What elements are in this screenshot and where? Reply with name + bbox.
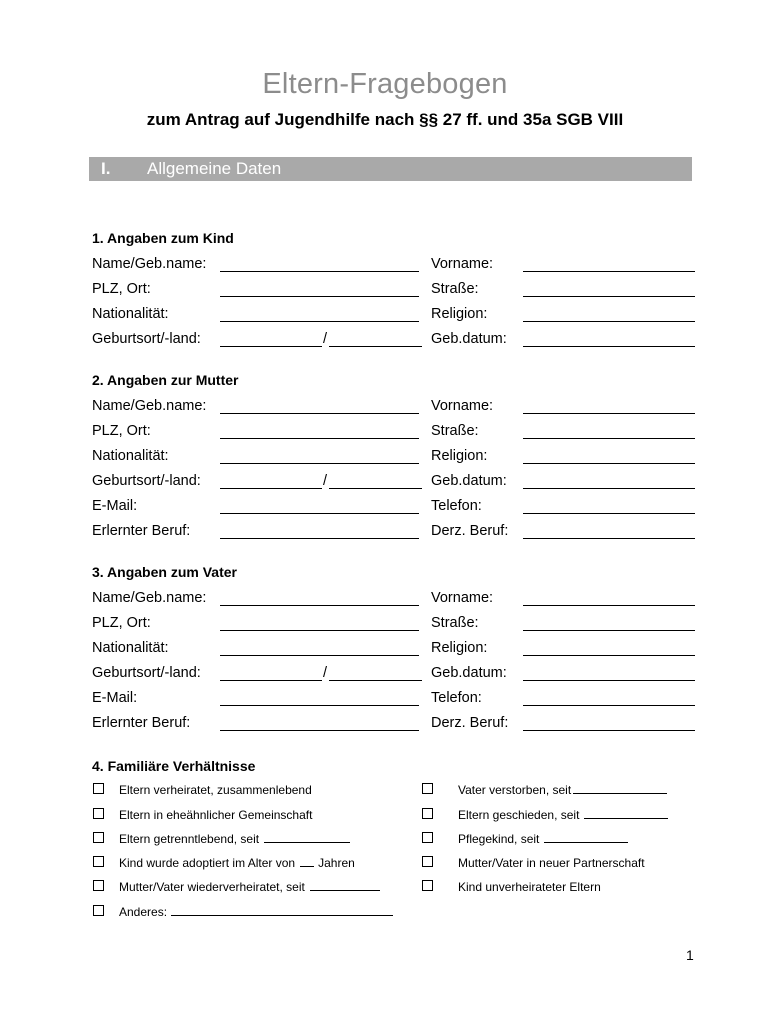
pflegekind-text: Pflegekind, seit [458,832,540,846]
vater-nat-label: Nationalität: [92,640,169,656]
checkbox-unverheiratet[interactable] [422,880,433,891]
mutter-religion-field[interactable] [523,463,695,464]
vater-geburtsort-field[interactable] [220,680,322,681]
adoptiert-text: Kind wurde adoptiert im Alter von [119,856,296,870]
vater-heading: 3. Angaben zum Vater [92,564,237,580]
mutter-geburtsland-field[interactable] [329,488,422,489]
anderes-field[interactable] [171,914,393,916]
section-header [89,157,692,181]
kind-name-field[interactable] [220,271,419,272]
kind-gebdatum-field[interactable] [523,346,695,347]
document-subtitle: zum Antrag auf Jugendhilfe nach §§ 27 ff. und 35a SGB VIII [146,110,624,129]
vater-name-field[interactable] [220,605,419,606]
mutter-geburtsort-label: Geburtsort/-land: [92,473,201,489]
mutter-derz-field[interactable] [523,538,695,539]
geschieden-field[interactable] [584,817,668,819]
vater-gebdatum-field[interactable] [523,680,695,681]
kind-plz-label: PLZ, Ort: [92,281,151,297]
adoptiert-alter-field[interactable] [300,865,314,867]
vater-geburtsort-slash: / [323,665,328,681]
geschieden-label [458,808,668,822]
section-label: Allgemeine Daten [147,159,282,178]
familie-heading: 4. Familiäre Verhältnisse [92,758,256,774]
vater-plz-field[interactable] [220,630,419,631]
vater-verstorben-text: Vater verstorben, seit [458,783,572,797]
vater-strasse-field[interactable] [523,630,695,631]
mutter-telefon-label: Telefon: [431,498,482,514]
kind-geburtsland-field[interactable] [329,346,422,347]
checkbox-neue-partnerschaft[interactable] [422,856,433,867]
getrenntlebend-field[interactable] [264,841,350,843]
vater-geburtsland-field[interactable] [329,680,422,681]
vater-gebdatum-label: Geb.datum: [431,665,507,681]
adoptiert-label [119,856,355,870]
mutter-nat-label: Nationalität: [92,448,169,464]
mutter-email-label: E-Mail: [92,498,138,514]
kind-heading: 1. Angaben zum Kind [92,230,234,246]
vater-telefon-field[interactable] [523,705,695,706]
vater-verstorben-label [458,783,667,797]
eheaehnlich-label: Eltern in eheähnlicher Gemeinschaft [119,808,313,822]
vater-derz-label: Derz. Beruf: [431,715,509,731]
kind-strasse-label: Straße: [431,281,479,297]
checkbox-wiederverheiratet[interactable] [93,880,104,891]
vater-name-label: Name/Geb.name: [92,590,207,606]
mutter-beruf-label: Erlernter Beruf: [92,523,191,539]
kind-strasse-field[interactable] [523,296,695,297]
kind-religion-field[interactable] [523,321,695,322]
adoptiert-jahren-text: Jahren [318,856,355,870]
anderes-label [119,905,393,919]
kind-religion-label: Religion: [431,306,488,322]
mutter-beruf-field[interactable] [220,538,419,539]
pflegekind-field[interactable] [544,841,628,843]
vater-religion-field[interactable] [523,655,695,656]
vater-nat-field[interactable] [220,655,419,656]
wiederverheiratet-label [119,880,380,894]
mutter-gebdatum-label: Geb.datum: [431,473,507,489]
mutter-gebdatum-field[interactable] [523,488,695,489]
page-number: 1 [686,947,694,963]
vater-email-label: E-Mail: [92,690,138,706]
vater-vorname-label: Vorname: [431,590,494,606]
anderes-text: Anderes: [119,905,168,919]
getrenntlebend-text: Eltern getrenntlebend, seit [119,832,260,846]
checkbox-vater-verstorben[interactable] [422,783,433,794]
kind-vorname-label: Vorname: [431,256,494,272]
checkbox-geschieden[interactable] [422,808,433,819]
mutter-nat-field[interactable] [220,463,419,464]
mutter-geburtsort-slash: / [323,473,328,489]
mutter-plz-field[interactable] [220,438,419,439]
neue-partnerschaft-label: Mutter/Vater in neuer Partnerschaft [458,856,645,870]
mutter-name-field[interactable] [220,413,419,414]
section-number: I. [101,159,111,178]
mutter-strasse-field[interactable] [523,438,695,439]
checkbox-getrenntlebend[interactable] [93,832,104,843]
wiederverheiratet-field[interactable] [310,889,380,891]
vater-telefon-label: Telefon: [431,690,482,706]
checkbox-anderes[interactable] [93,905,104,916]
wiederverheiratet-text: Mutter/Vater wiederverheiratet, seit [119,880,305,894]
mutter-heading: 2. Angaben zur Mutter [92,372,239,388]
checkbox-pflegekind[interactable] [422,832,433,843]
kind-geburtsort-slash: / [323,331,328,347]
mutter-vorname-label: Vorname: [431,398,494,414]
kind-gebdatum-label: Geb.datum: [431,331,507,347]
kind-name-label: Name/Geb.name: [92,256,207,272]
kind-nat-field[interactable] [220,321,419,322]
kind-geburtsort-label: Geburtsort/-land: [92,331,201,347]
getrenntlebend-label [119,832,350,846]
kind-geburtsort-field[interactable] [220,346,322,347]
kind-plz-field[interactable] [220,296,419,297]
mutter-telefon-field[interactable] [523,513,695,514]
checkbox-eheaehnlich[interactable] [93,808,104,819]
vater-vorname-field[interactable] [523,605,695,606]
checkbox-adoptiert[interactable] [93,856,104,867]
vater-plz-label: PLZ, Ort: [92,615,151,631]
geschieden-text: Eltern geschieden, seit [458,808,580,822]
mutter-email-field[interactable] [220,513,419,514]
vater-beruf-field[interactable] [220,730,419,731]
mutter-plz-label: PLZ, Ort: [92,423,151,439]
checkbox-verheiratet[interactable] [93,783,104,794]
vater-email-field[interactable] [220,705,419,706]
mutter-strasse-label: Straße: [431,423,479,439]
pflegekind-label [458,832,628,846]
vater-verstorben-field[interactable] [573,792,667,794]
vater-derz-field[interactable] [523,730,695,731]
mutter-vorname-field[interactable] [523,413,695,414]
vater-strasse-label: Straße: [431,615,479,631]
mutter-derz-label: Derz. Beruf: [431,523,509,539]
vater-geburtsort-label: Geburtsort/-land: [92,665,201,681]
vater-beruf-label: Erlernter Beruf: [92,715,191,731]
mutter-religion-label: Religion: [431,448,488,464]
vater-religion-label: Religion: [431,640,488,656]
unverheiratet-label: Kind unverheirateter Eltern [458,880,601,894]
verheiratet-label: Eltern verheiratet, zusammenlebend [119,783,312,797]
document-title: Eltern-Fragebogen [262,68,508,100]
mutter-geburtsort-field[interactable] [220,488,322,489]
mutter-name-label: Name/Geb.name: [92,398,207,414]
kind-nat-label: Nationalität: [92,306,169,322]
kind-vorname-field[interactable] [523,271,695,272]
